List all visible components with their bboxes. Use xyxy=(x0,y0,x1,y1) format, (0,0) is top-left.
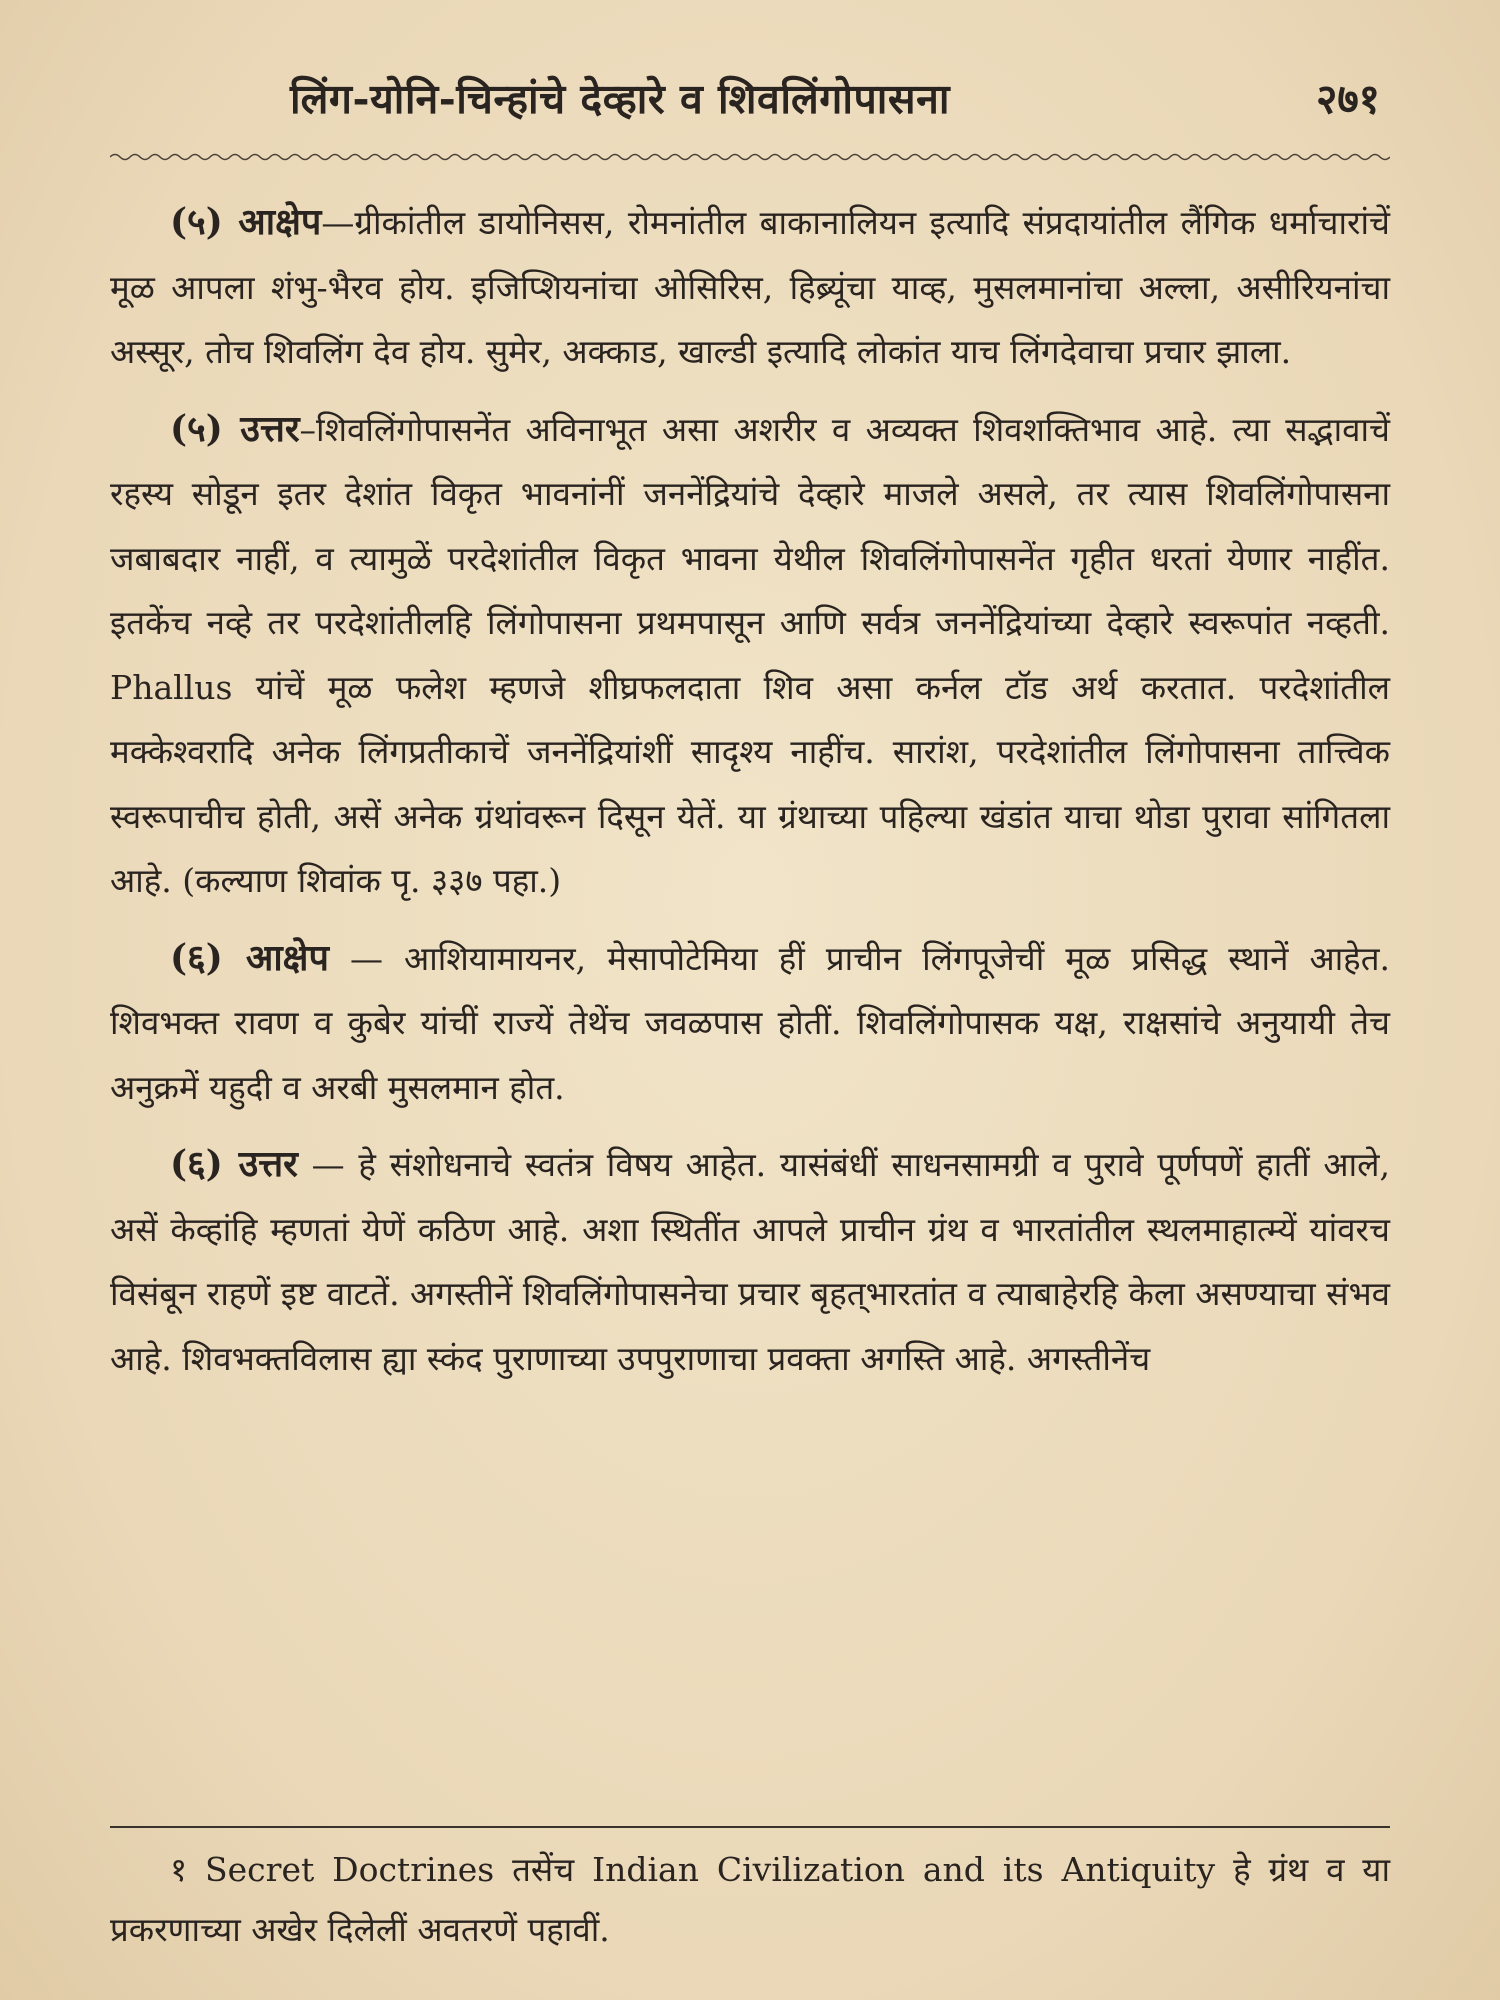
running-title: लिंग-योनि-चिन्हांचे देव्हारे व शिवलिंगोपासना xyxy=(290,75,950,123)
paragraph-objection-6 xyxy=(110,926,1390,1121)
paragraph-answer-6 xyxy=(110,1132,1390,1391)
footnote-divider xyxy=(110,1826,1390,1828)
page-header xyxy=(110,70,1390,140)
paragraph-text: — हे संशोधनाचे स्वतंत्र विषय आहेत. यासंबंधीं साधनसामग्री व पुरावे पूर्णपणें हातीं आले, असें केव्हांहि म्हणतां येणें कठिण आहे. अशा स्थितींत आपले प्राचीन ग्रंथ व भारतांतील स्थलमाहात्म्यें यांवरच विसंबून राहणें इष्ट वाटतें. अगस्तीनें शिवलिंगोपासनेचा प्रचार बृहत्‌भारतांत व त्याबाहेरहि केला असण्याचा संभव आहे. शिवभक्तविलास ह्या स्कंद पुराणाच्या उपपुराणाचा प्रवक्ता अगस्ति आहे. अगस्तीनेंच xyxy=(110,1145,1391,1378)
paragraph-text: —ग्रीकांतील डायोनिसस, रोमनांतील बाकानालियन इत्यादि संप्रदायांतील लैंगिक धर्माचारांचें मूळ आपला शंभु-भैरव होय. इजिप्शियनांचा ओसिरिस, हिब्र्यूंचा याव्ह, मुसलमानांचा अल्ला, असीरियनांचा अस्सूर, तोच शिवलिंग देव होय. सुमेर, अक्काड, खाल्डी इत्यादि लोकांत याच लिंगदेवाचा प्रचार झाला. xyxy=(110,203,1390,371)
footnotes xyxy=(110,1840,1390,1960)
paragraph-label: (६) आक्षेप xyxy=(170,936,329,979)
paragraph-text: — आशियामायनर, मेसापोटेमिया हीं प्राचीन लिंगपूजेचीं मूळ प्रसिद्ध स्थानें आहेत. शिवभक्त रावण व कुबेर यांचीं राज्यें तेथेंच जवळपास होतीं. शिवलिंगोपासक यक्ष, राक्षसांचे अनुयायी तेच अनुक्रमें यहुदी व अरबी मुसलमान होत. xyxy=(110,938,1390,1107)
footnote-1: १ Secret Doctrines तसेंच Indian Civilization and its Antiquity हे ग्रंथ व या प्रकरणाच्या अखेर दिलेलीं अवतरणें पहावीं. xyxy=(110,1850,1390,1949)
paragraph-label: (५) उत्तर xyxy=(170,407,300,450)
paragraph-text: –शिवलिंगोपासनेंत अविनाभूत असा अशरीर व अव्यक्त शिवशक्तिभाव आहे. त्या सद्भावाचें रहस्य सोडून इतर देशांत विकृत भावनांनीं जननेंद्रियांचे देव्हारे माजले असले, तर त्यास शिवलिंगोपासना जबाबदार नाहीं, व त्यामुळें परदेशांतील विकृत भावना येथील शिवलिंगोपासनेंत गृहीत धरतां येणार नाहींत. इतकेंच नव्हे तर परदेशांतीलहि लिंगोपासना प्रथमपासून आणि सर्वत्र जननेंद्रियांच्या देव्हारे स्वरूपांत नव्हती. Phallus यांचें मूळ फलेश म्हणजे शीघ्रफलदाता शिव असा कर्नल टॉड अर्थ करतात. परदेशांतील मक्केश्वरादि अनेक लिंगप्रतीकाचें जननेंद्रियांशीं सादृश्य नाहींच. सारांश, परदेशांतील लिंगोपासना तात्त्विक स्वरूपाचीच होती, असें अनेक ग्रंथांवरून दिसून येतें. या ग्रंथाच्या पहिल्या खंडांत याचा थोडा पुरावा सांगितला आहे. (कल्याण शिवांक पृ. ३३७ पहा.) xyxy=(110,409,1390,900)
paragraph-label: (५) आक्षेप xyxy=(170,201,322,243)
body-text xyxy=(110,190,1390,1403)
paragraph-objection-5 xyxy=(110,190,1390,385)
wavy-divider xyxy=(110,150,1390,164)
page-number: २७१ xyxy=(1316,75,1380,123)
paragraph-answer-5 xyxy=(110,397,1390,914)
paragraph-label: (६) उत्तर xyxy=(170,1143,298,1185)
